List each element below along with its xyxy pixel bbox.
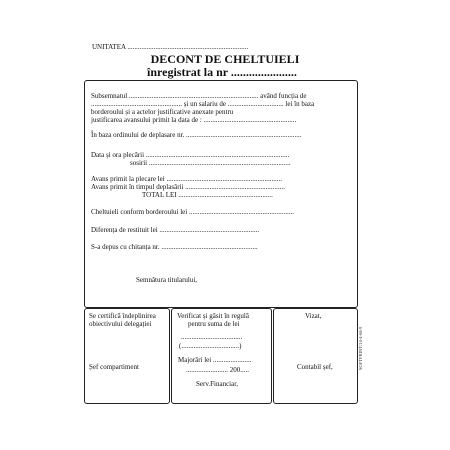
salary-line: .................................................... și un salariu de ................................ lei în baza bbox=[91, 100, 315, 108]
holder-signature-label: Semnătura titularului, bbox=[136, 276, 198, 284]
travel-order-line: În baza ordinului de deplasare nr. .................................................................. bbox=[91, 131, 302, 139]
approval-label: Vizat, bbox=[305, 312, 322, 320]
chief-accountant-label: Contabil șef, bbox=[297, 363, 333, 371]
departure-line: Data și ora plecării .................................................................................. bbox=[91, 151, 290, 159]
name-line: Subsemnatul .......................................................................... având funcția de bbox=[91, 92, 307, 100]
arrival-line: sosirii ................................................................................. bbox=[130, 159, 291, 167]
financial-service-label: Serv.Financiar, bbox=[196, 380, 239, 388]
unitatea-line: UNITATEA ..................................................................... bbox=[92, 43, 249, 51]
date-year-line: ........................ 200..... bbox=[186, 366, 249, 374]
surcharge-line: Majorări lei ...................... bbox=[178, 356, 252, 364]
registration-line: înregistrat la nr ...................... bbox=[147, 65, 297, 79]
receipt-line: S-a depus cu chitanța nr. ....................................................... bbox=[91, 243, 258, 251]
document-title: DECONT DE CHELTUIELI bbox=[150, 52, 300, 66]
total-line: TOTAL LEI ...................................................... bbox=[142, 191, 273, 199]
print-code: SOFTPRINT/14-4-68-9 bbox=[358, 326, 363, 370]
advance-during-line: Avans primit în timpul deplasării ......................................................... bbox=[91, 183, 285, 191]
certification-line2: obiectivului delegației bbox=[89, 320, 152, 328]
advance-date-line: justificarea avansului primit la data de : ..................................................... bbox=[91, 116, 297, 124]
certification-line1: Se certifică îndeplinirea bbox=[89, 312, 156, 320]
verification-line1: Verificat și găsit în regulă bbox=[177, 312, 249, 320]
documents-line: borderoului și a actelor justificative anexate pentru bbox=[91, 108, 234, 116]
verification-line2: pentru suma de lei bbox=[188, 320, 240, 328]
verified-amount-field: ................................... bbox=[181, 333, 243, 341]
approval-box bbox=[273, 308, 358, 404]
expenses-line: Cheltuieli conform borderoului lei ............................................................ bbox=[91, 208, 294, 216]
verified-amount-words-field: (.................................) bbox=[179, 342, 242, 350]
department-head-label: Șef compartiment bbox=[89, 363, 139, 371]
advance-departure-line: Avans primit la plecare lei .................................................................. bbox=[91, 175, 282, 183]
refund-line: Diferența de restituit lei ......................................................... bbox=[91, 226, 260, 234]
